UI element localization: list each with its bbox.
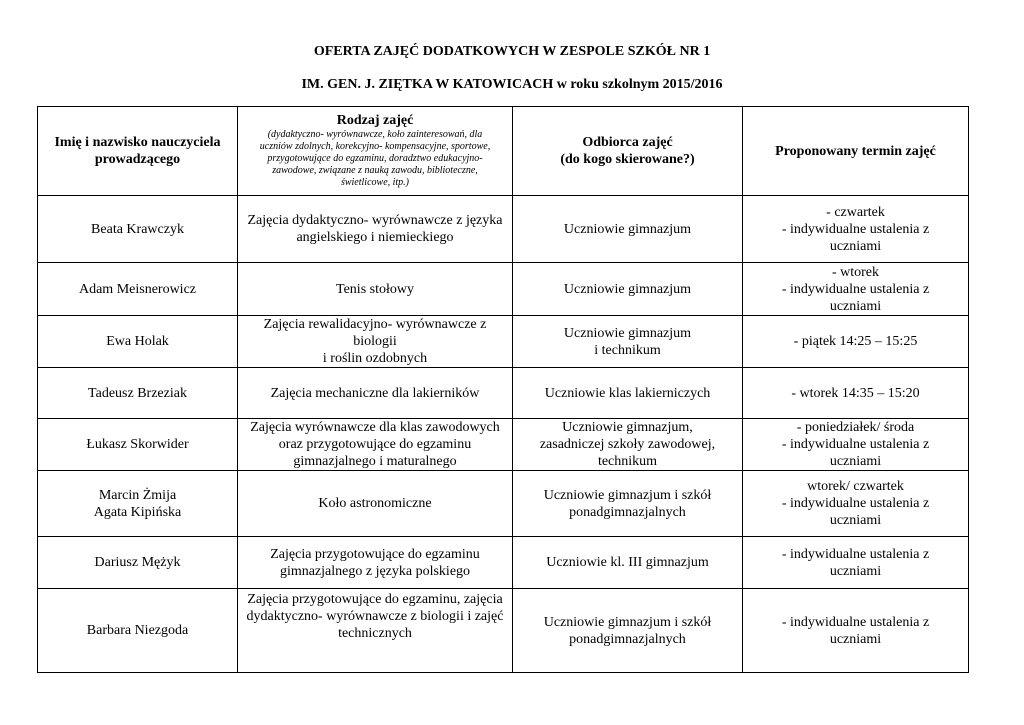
table-header-row (38, 107, 969, 196)
header-term (743, 107, 969, 196)
table-row (38, 537, 969, 589)
cell-line: uczniami (829, 513, 882, 528)
cell-line: Adam Meisnerowicz (78, 281, 197, 297)
cell-line: Uczniowie gimnazjum (563, 325, 692, 341)
document-subtitle: IM. GEN. J. ZIĘTKA W KATOWICACH w roku szkolnym 2015/2016 (301, 77, 723, 92)
cell-line: Ewa Holak (106, 334, 169, 349)
cell-line: - czwartek (826, 204, 885, 220)
cell-kind (238, 537, 513, 589)
cell-line: - indywidualne ustalenia z (781, 546, 930, 562)
header-term-line: Proponowany termin zajęć (775, 143, 936, 159)
cell-line: - indywidualne ustalenia z (781, 221, 930, 237)
header-audience (513, 107, 743, 196)
cell-term (743, 316, 969, 368)
cell-line: Marcin Żmija (98, 487, 177, 503)
cell-line: uczniami (829, 631, 882, 647)
cell-line: Uczniowie gimnazjum i szkół (543, 614, 712, 630)
cell-line: gimnazjalnego z języka polskiego (279, 563, 471, 579)
cell-line: - wtorek (831, 264, 880, 280)
header-teacher (38, 107, 238, 196)
table-row (38, 419, 969, 471)
offer-table (37, 106, 969, 673)
cell-line: uczniami (829, 298, 882, 314)
header-kind-note-line: świetlicowe, itp.) (340, 177, 410, 188)
cell-line: Uczniowie gimnazjum (563, 281, 692, 297)
cell-line: Zajęcia wyrównawcze dla klas zawodowych (250, 420, 500, 435)
header-audience-line: Odbiorca zajęć (582, 135, 673, 150)
cell-teacher (38, 589, 238, 673)
header-kind-note-line: zawodowe, związane z nauką zawodu, biblioteczne, (272, 165, 478, 176)
cell-term (743, 263, 969, 316)
cell-line: zasadniczej szkoły zawodowej, (539, 437, 716, 452)
cell-kind (238, 196, 513, 263)
cell-line: dydaktyczno- wyrównawcze z biologii i zajęć (246, 609, 504, 624)
cell-teacher (38, 537, 238, 589)
table-row (38, 589, 969, 673)
cell-audience (513, 368, 743, 419)
document-title: OFERTA ZAJĘĆ DODATKOWYCH W ZESPOLE SZKÓŁ NR 1 (313, 44, 711, 59)
cell-line: Uczniowie gimnazjum i szkół (543, 487, 712, 503)
cell-audience (513, 589, 743, 673)
cell-line: ponadgimnazjalnych (569, 504, 686, 520)
cell-line: Uczniowie klas lakierniczych (544, 385, 711, 401)
cell-line: gimnazjalnego i maturalnego (293, 454, 457, 469)
cell-teacher (38, 316, 238, 368)
cell-audience (513, 263, 743, 316)
cell-line: - poniedziałek/ środa (796, 420, 915, 435)
cell-audience (513, 537, 743, 589)
cell-audience (513, 419, 743, 471)
cell-line: - piątek 14:25 – 15:25 (793, 334, 918, 349)
cell-term (743, 537, 969, 589)
cell-term (743, 419, 969, 471)
cell-line: Barbara Niezgoda (86, 623, 189, 638)
header-audience-line: (do kogo skierowane?) (560, 152, 695, 167)
header-teacher-line: Imię i nazwisko nauczyciela (54, 135, 221, 150)
cell-line: oraz przygotowujące do egzaminu (278, 437, 472, 452)
cell-line: - indywidualne ustalenia z (781, 496, 930, 511)
table-row (38, 263, 969, 316)
cell-teacher (38, 419, 238, 471)
cell-line: ponadgimnazjalnych (569, 631, 686, 647)
cell-line: Uczniowie gimnazjum, (562, 420, 693, 435)
cell-line: i roślin ozdobnych (322, 351, 428, 366)
cell-line: Zajęcia dydaktyczno- wyrównawcze z języka (247, 213, 503, 228)
header-kind-note-line: (dydaktyczno- wyrównawcze, koło zainteresowań, dla (267, 129, 483, 140)
cell-teacher (38, 196, 238, 263)
cell-line: - indywidualne ustalenia z (781, 437, 930, 452)
cell-line: - indywidualne ustalenia z (781, 281, 930, 297)
cell-line: Tadeusz Brzeziak (88, 385, 187, 401)
table-row (38, 471, 969, 537)
cell-audience (513, 196, 743, 263)
cell-line: uczniami (829, 238, 882, 254)
cell-line: Zajęcia przygotowujące do egzaminu, zajęcia (247, 592, 503, 607)
cell-line: Agata Kipińska (93, 504, 182, 520)
cell-teacher (38, 471, 238, 537)
cell-audience (513, 471, 743, 537)
cell-kind (238, 471, 513, 537)
cell-line: Zajęcia przygotowujące do egzaminu (270, 546, 480, 562)
cell-line: Uczniowie kl. III gimnazjum (546, 555, 709, 570)
cell-line: uczniami (829, 563, 882, 579)
table-row (38, 368, 969, 419)
cell-term (743, 471, 969, 537)
cell-line: Dariusz Mężyk (94, 555, 181, 570)
table-row (38, 196, 969, 263)
cell-term (743, 368, 969, 419)
header-kind (238, 107, 513, 196)
header-teacher-line: prowadzącego (94, 152, 181, 167)
table-row (38, 316, 969, 368)
cell-term (743, 589, 969, 673)
cell-line: Tenis stołowy (336, 281, 414, 297)
cell-line: angielskiego i niemieckiego (296, 230, 454, 245)
cell-line: uczniami (829, 454, 882, 469)
cell-line: Beata Krawczyk (91, 221, 184, 237)
cell-kind (238, 419, 513, 471)
cell-line: - indywidualne ustalenia z (781, 614, 930, 630)
cell-kind (238, 263, 513, 316)
cell-line: Koło astronomiczne (318, 496, 432, 511)
cell-kind (238, 316, 513, 368)
cell-line: technikum (597, 454, 658, 469)
header-kind-title: Rodzaj zajęć (336, 113, 414, 128)
cell-line: Łukasz Skorwider (86, 437, 189, 452)
cell-term (743, 196, 969, 263)
cell-teacher (38, 263, 238, 316)
cell-kind (238, 368, 513, 419)
cell-kind (238, 589, 513, 673)
cell-audience (513, 316, 743, 368)
cell-line: technicznych (338, 626, 412, 641)
cell-line: Zajęcia mechaniczne dla lakierników (270, 385, 480, 401)
cell-line: i technikum (594, 342, 661, 358)
cell-line: - wtorek 14:35 – 15:20 (791, 385, 920, 401)
header-kind-note-line: przygotowujące do egzaminu, doradztwo edukacyjno- (267, 153, 483, 164)
cell-line: Zajęcia rewalidacyjno- wyrównawcze z biologii (263, 317, 487, 349)
cell-line: Uczniowie gimnazjum (563, 221, 692, 237)
header-kind-note-line: uczniów zdolnych, korekcyjno- kompensacyjne, sportowe, (259, 141, 491, 152)
cell-teacher (38, 368, 238, 419)
cell-line: wtorek/ czwartek (807, 479, 904, 494)
